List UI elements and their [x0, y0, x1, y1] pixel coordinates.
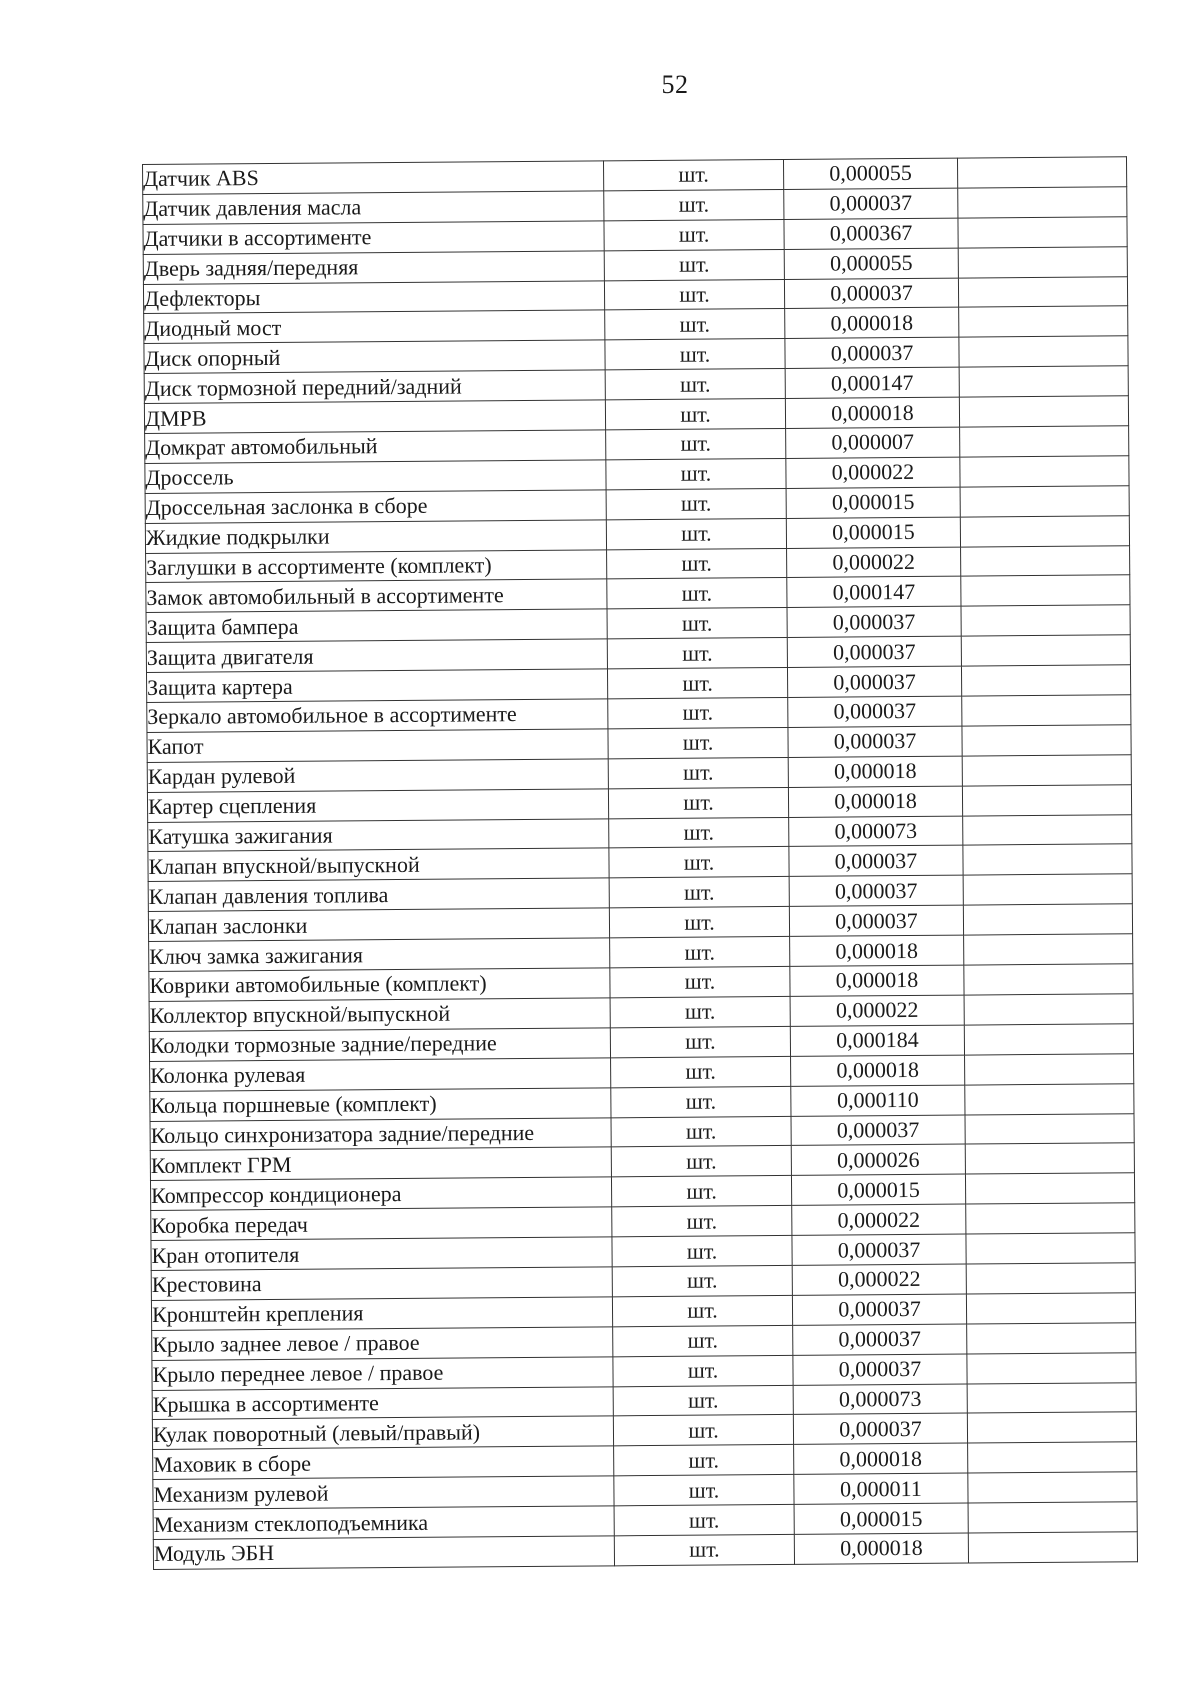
empty-cell [958, 217, 1127, 248]
unit-cell: шт. [607, 578, 787, 609]
quantity-cell: 0,000367 [784, 218, 958, 249]
unit-cell: шт. [607, 608, 787, 639]
unit-cell: шт. [614, 1504, 794, 1535]
item-name-cell: Ключ замка зажигания [149, 938, 610, 972]
quantity-cell: 0,000037 [791, 1115, 965, 1146]
quantity-cell: 0,000015 [786, 487, 960, 518]
page-number: 52 [661, 70, 689, 99]
unit-cell: шт. [608, 757, 788, 788]
unit-cell: шт. [606, 458, 786, 489]
quantity-cell: 0,000018 [785, 397, 959, 428]
unit-cell: шт. [609, 817, 789, 848]
quantity-cell: 0,000015 [786, 517, 960, 548]
item-name-cell: Заглушки в ассортименте (комплект) [146, 549, 607, 583]
item-name-cell: Клапан впускной/выпускной [148, 848, 609, 882]
quantity-cell: 0,000073 [793, 1384, 967, 1415]
unit-cell: шт. [606, 488, 786, 519]
quantity-cell: 0,000018 [794, 1443, 968, 1474]
empty-cell [960, 456, 1129, 487]
quantity-cell: 0,000147 [787, 577, 961, 608]
quantity-cell: 0,000022 [790, 995, 964, 1026]
quantity-cell: 0,000018 [790, 965, 964, 996]
quantity-cell: 0,000018 [794, 1533, 968, 1564]
item-name-cell: Дверь задняя/передняя [143, 251, 604, 285]
empty-cell [966, 1263, 1135, 1294]
item-name-cell: Диск опорный [144, 340, 605, 374]
item-name-cell: Замок автомобильный в ассортименте [146, 579, 607, 613]
empty-cell [963, 814, 1132, 845]
item-name-cell: Клапан заслонки [148, 908, 609, 942]
unit-cell: шт. [610, 937, 790, 968]
empty-cell [959, 366, 1128, 397]
unit-cell: шт. [609, 877, 789, 908]
unit-cell: шт. [608, 697, 788, 728]
unit-cell: шт. [605, 339, 785, 370]
quantity-cell: 0,000022 [792, 1264, 966, 1295]
item-name-cell: Коробка передач [151, 1207, 612, 1241]
unit-cell: шт. [611, 1056, 791, 1087]
item-name-cell: Механизм стеклоподъемника [153, 1506, 614, 1540]
unit-cell: шт. [614, 1534, 794, 1565]
empty-cell [958, 187, 1127, 218]
quantity-cell: 0,000015 [794, 1503, 968, 1534]
unit-cell: шт. [607, 548, 787, 579]
item-name-cell: Крестовина [151, 1267, 612, 1301]
item-name-cell: Механизм рулевой [153, 1476, 614, 1510]
empty-cell [958, 276, 1127, 307]
empty-cell [960, 486, 1129, 517]
empty-cell [967, 1322, 1136, 1353]
empty-cell [961, 665, 1130, 696]
empty-cell [965, 1113, 1134, 1144]
unit-cell: шт. [611, 1086, 791, 1117]
item-name-cell: Кольца поршневые (комплект) [150, 1087, 611, 1121]
unit-cell: шт. [613, 1385, 793, 1416]
empty-cell [963, 874, 1132, 905]
empty-cell [964, 994, 1133, 1025]
unit-cell: шт. [608, 787, 788, 818]
item-name-cell: Модуль ЭБН [153, 1536, 614, 1570]
quantity-cell: 0,000037 [787, 606, 961, 637]
quantity-cell: 0,000018 [791, 1055, 965, 1086]
empty-cell [962, 695, 1131, 726]
unit-cell: шт. [604, 189, 784, 220]
quantity-cell: 0,000037 [787, 666, 961, 697]
item-name-cell: Коврики автомобильные (комплект) [149, 968, 610, 1002]
empty-cell [959, 336, 1128, 367]
unit-cell: шт. [614, 1445, 794, 1476]
unit-cell: шт. [605, 399, 785, 430]
empty-cell [964, 1024, 1133, 1055]
unit-cell: шт. [606, 428, 786, 459]
unit-cell: шт. [614, 1475, 794, 1506]
unit-cell: шт. [604, 249, 784, 280]
item-name-cell: Кардан рулевой [147, 759, 608, 793]
quantity-cell: 0,000055 [784, 248, 958, 279]
quantity-cell: 0,000037 [789, 846, 963, 877]
unit-cell: шт. [609, 907, 789, 938]
unit-cell: шт. [613, 1355, 793, 1386]
empty-cell [961, 545, 1130, 576]
item-name-cell: Колонка рулевая [150, 1058, 611, 1092]
item-name-cell: Компрессор кондиционера [150, 1177, 611, 1211]
quantity-cell: 0,000007 [786, 427, 960, 458]
quantity-cell: 0,000073 [789, 816, 963, 847]
empty-cell [965, 1053, 1134, 1084]
empty-cell [964, 934, 1133, 965]
unit-cell: шт. [607, 638, 787, 669]
empty-cell [963, 904, 1132, 935]
empty-cell [968, 1442, 1137, 1473]
unit-cell: шт. [604, 219, 784, 250]
quantity-cell: 0,000015 [791, 1174, 965, 1205]
unit-cell: шт. [604, 279, 784, 310]
empty-cell [965, 1173, 1134, 1204]
quantity-cell: 0,000037 [792, 1294, 966, 1325]
item-name-cell: Кольцо синхронизатора задние/передние [150, 1117, 611, 1151]
item-name-cell: Клапан давления топлива [148, 878, 609, 912]
item-name-cell: Коллектор впускной/выпускной [149, 998, 610, 1032]
quantity-cell: 0,000018 [790, 935, 964, 966]
item-name-cell: Жидкие подкрылки [145, 520, 606, 554]
unit-cell: шт. [612, 1265, 792, 1296]
item-name-cell: Кулак поворотный (левый/правый) [152, 1416, 613, 1450]
empty-cell [959, 396, 1128, 427]
unit-cell: шт. [611, 1176, 791, 1207]
empty-cell [957, 157, 1126, 188]
quantity-cell: 0,000147 [785, 367, 959, 398]
item-name-cell: Крышка в ассортименте [152, 1386, 613, 1420]
empty-cell [962, 725, 1131, 756]
quantity-cell: 0,000037 [787, 636, 961, 667]
item-name-cell: Диск тормозной передний/задний [144, 370, 605, 404]
item-name-cell: Домкрат автомобильный [145, 430, 606, 464]
empty-cell [961, 605, 1130, 636]
quantity-cell: 0,000037 [789, 875, 963, 906]
item-name-cell: Кран отопителя [151, 1237, 612, 1271]
item-name-cell: Дефлекторы [143, 280, 604, 314]
item-name-cell: Дроссель [145, 460, 606, 494]
item-name-cell: Кронштейн крепления [151, 1297, 612, 1331]
empty-cell [959, 306, 1128, 337]
quantity-cell: 0,000011 [794, 1473, 968, 1504]
unit-cell: шт. [613, 1325, 793, 1356]
unit-cell: шт. [607, 668, 787, 699]
item-name-cell: Датчики в ассортименте [143, 221, 604, 255]
item-name-cell: Защита картера [146, 669, 607, 703]
empty-cell [966, 1293, 1135, 1324]
item-name-cell: Датчик ABS [143, 161, 604, 195]
empty-cell [967, 1382, 1136, 1413]
unit-cell: шт. [608, 727, 788, 758]
unit-cell: шт. [612, 1235, 792, 1266]
item-name-cell: Катушка зажигания [148, 818, 609, 852]
quantity-cell: 0,000037 [793, 1413, 967, 1444]
item-name-cell: Картер сцепления [147, 789, 608, 823]
empty-cell [965, 1143, 1134, 1174]
unit-cell: шт. [611, 1146, 791, 1177]
empty-cell [964, 964, 1133, 995]
unit-cell: шт. [610, 966, 790, 997]
empty-cell [965, 1083, 1134, 1114]
quantity-cell: 0,000037 [785, 337, 959, 368]
quantity-cell: 0,000022 [786, 457, 960, 488]
unit-cell: шт. [605, 369, 785, 400]
unit-cell: шт. [612, 1206, 792, 1237]
unit-cell: шт. [612, 1295, 792, 1326]
quantity-cell: 0,000055 [783, 158, 957, 189]
unit-cell: шт. [605, 309, 785, 340]
empty-cell [968, 1532, 1137, 1563]
unit-cell: шт. [611, 1116, 791, 1147]
quantity-cell: 0,000037 [784, 278, 958, 309]
quantity-cell: 0,000037 [789, 905, 963, 936]
unit-cell: шт. [613, 1415, 793, 1446]
items-table [142, 156, 1138, 1570]
item-name-cell: Крыло заднее левое / правое [152, 1327, 613, 1361]
quantity-cell: 0,000037 [793, 1324, 967, 1355]
empty-cell [960, 515, 1129, 546]
empty-cell [967, 1412, 1136, 1443]
unit-cell: шт. [610, 996, 790, 1027]
quantity-cell: 0,000018 [788, 786, 962, 817]
quantity-cell: 0,000022 [787, 547, 961, 578]
unit-cell: шт. [609, 847, 789, 878]
unit-cell: шт. [606, 518, 786, 549]
quantity-cell: 0,000018 [785, 308, 959, 339]
empty-cell [962, 755, 1131, 786]
item-name-cell: Дроссельная заслонка в сборе [145, 490, 606, 524]
quantity-cell: 0,000184 [790, 1025, 964, 1056]
item-name-cell: Защита двигателя [146, 639, 607, 673]
empty-cell [966, 1203, 1135, 1234]
quantity-cell: 0,000037 [793, 1354, 967, 1385]
empty-cell [962, 784, 1131, 815]
quantity-cell: 0,000037 [788, 696, 962, 727]
item-name-cell: Комплект ГРМ [150, 1147, 611, 1181]
quantity-cell: 0,000110 [791, 1085, 965, 1116]
empty-cell [967, 1352, 1136, 1383]
quantity-cell: 0,000037 [792, 1234, 966, 1265]
quantity-cell: 0,000022 [792, 1204, 966, 1235]
empty-cell [963, 844, 1132, 875]
empty-cell [968, 1502, 1137, 1533]
empty-cell [966, 1233, 1135, 1264]
item-name-cell: Диодный мост [144, 310, 605, 344]
quantity-cell: 0,000037 [784, 188, 958, 219]
item-name-cell: ДМРВ [144, 400, 605, 434]
empty-cell [960, 426, 1129, 457]
table-row [153, 1532, 1137, 1570]
empty-cell [968, 1472, 1137, 1503]
item-name-cell: Зеркало автомобильное в ассортименте [147, 699, 608, 733]
items-table-wrapper [142, 156, 1133, 1570]
item-name-cell: Крыло переднее левое / правое [152, 1356, 613, 1390]
empty-cell [961, 635, 1130, 666]
empty-cell [961, 575, 1130, 606]
quantity-cell: 0,000018 [788, 756, 962, 787]
item-name-cell: Маховик в сборе [153, 1446, 614, 1480]
item-name-cell: Капот [147, 729, 608, 763]
quantity-cell: 0,000026 [791, 1144, 965, 1175]
unit-cell: шт. [603, 159, 783, 190]
items-table-body [143, 157, 1138, 1570]
quantity-cell: 0,000037 [788, 726, 962, 757]
item-name-cell: Датчик давления масла [143, 191, 604, 225]
item-name-cell: Колодки тормозные задние/передние [149, 1028, 610, 1062]
unit-cell: шт. [610, 1026, 790, 1057]
empty-cell [958, 246, 1127, 277]
item-name-cell: Защита бампера [146, 609, 607, 643]
